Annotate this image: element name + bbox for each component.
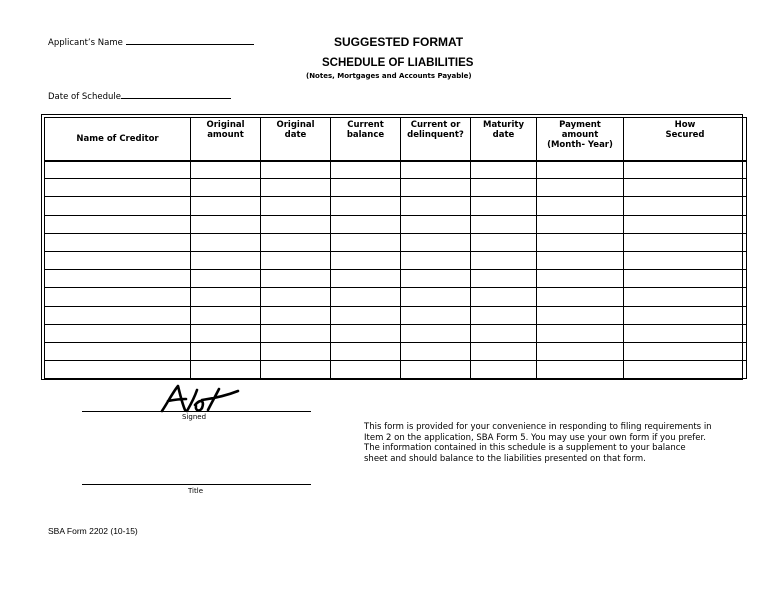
table-cell[interactable] <box>624 179 747 197</box>
title-label: Title <box>188 487 204 495</box>
table-cell[interactable] <box>401 342 471 360</box>
table-cell[interactable] <box>624 270 747 288</box>
table-cell[interactable] <box>191 270 261 288</box>
table-row <box>45 306 747 324</box>
instruction-note-line: Item 2 on the application, SBA Form 5. You may use your own form if you prefer. <box>364 432 706 443</box>
table-cell[interactable] <box>471 179 537 197</box>
table-cell[interactable] <box>537 215 624 233</box>
table-cell[interactable] <box>191 251 261 269</box>
table-cell[interactable] <box>624 161 747 179</box>
column-header-line: Name of Creditor <box>76 133 159 144</box>
column-header <box>191 118 261 161</box>
column-header-line: Maturity <box>482 120 525 130</box>
table-cell[interactable] <box>624 215 747 233</box>
table-cell[interactable] <box>537 361 624 379</box>
table-cell[interactable] <box>471 324 537 342</box>
table-cell[interactable] <box>471 361 537 379</box>
column-header-line: delinquent? <box>407 130 464 140</box>
table-cell[interactable] <box>401 179 471 197</box>
applicant-name-field <box>48 38 254 48</box>
instruction-note-line: This form is provided for your convenience in responding to filing requirements in <box>364 422 712 432</box>
column-header <box>45 118 191 161</box>
column-header-line: amount <box>207 130 244 140</box>
column-header-line: Current <box>347 120 384 130</box>
column-header <box>401 118 471 161</box>
form-subnote: (Notes, Mortgages and Accounts Payable) <box>306 72 472 80</box>
table-cell[interactable] <box>191 233 261 251</box>
column-header-line: Original <box>276 120 315 130</box>
table-cell[interactable] <box>191 288 261 306</box>
table-cell[interactable] <box>261 215 331 233</box>
table-row <box>45 215 747 233</box>
table-cell[interactable] <box>471 251 537 269</box>
instruction-note <box>364 422 732 464</box>
table-cell[interactable] <box>401 233 471 251</box>
table-cell[interactable] <box>191 324 261 342</box>
table-cell[interactable] <box>401 306 471 324</box>
table-cell[interactable] <box>624 197 747 215</box>
table-cell[interactable] <box>471 161 537 179</box>
table-cell[interactable] <box>471 288 537 306</box>
date-of-schedule-field <box>48 92 231 102</box>
table-cell[interactable] <box>537 179 624 197</box>
table-cell[interactable] <box>471 215 537 233</box>
table-cell[interactable] <box>191 215 261 233</box>
table-cell[interactable] <box>624 251 747 269</box>
column-header-line: Current or <box>410 120 461 130</box>
table-cell[interactable] <box>261 179 331 197</box>
table-cell[interactable] <box>537 233 624 251</box>
table-cell[interactable] <box>45 215 191 233</box>
table-cell[interactable] <box>45 270 191 288</box>
instruction-note-line: The information contained in this schedule is a supplement to your balance <box>364 443 686 453</box>
table-cell[interactable] <box>45 197 191 215</box>
table-cell[interactable] <box>624 324 747 342</box>
table-cell[interactable] <box>45 161 191 179</box>
table-cell[interactable] <box>401 270 471 288</box>
table-cell[interactable] <box>401 324 471 342</box>
column-header-line: date <box>284 130 307 140</box>
table-row <box>45 342 747 360</box>
date-of-schedule-label: Date of Schedule <box>48 92 121 102</box>
table-cell[interactable] <box>191 197 261 215</box>
table-cell[interactable] <box>331 270 401 288</box>
table-cell[interactable] <box>331 288 401 306</box>
table-cell[interactable] <box>624 233 747 251</box>
table-cell[interactable] <box>537 251 624 269</box>
table-cell[interactable] <box>331 324 401 342</box>
table-header-row <box>45 118 747 161</box>
table-cell[interactable] <box>191 179 261 197</box>
form-title: SUGGESTED FORMAT <box>334 35 464 49</box>
table-cell[interactable] <box>471 306 537 324</box>
table-cell[interactable] <box>45 361 191 379</box>
column-header-line: Original <box>206 120 245 130</box>
table-row <box>45 251 747 269</box>
instruction-note-line: sheet and should balance to the liabilities presented on that form. <box>364 453 646 464</box>
table-cell[interactable] <box>261 270 331 288</box>
table-cell[interactable] <box>537 306 624 324</box>
table-row <box>45 270 747 288</box>
table-cell[interactable] <box>401 251 471 269</box>
table-cell[interactable] <box>45 233 191 251</box>
table-cell[interactable] <box>331 251 401 269</box>
table-cell[interactable] <box>45 306 191 324</box>
form-subtitle: SCHEDULE OF LIABILITIES <box>322 57 474 69</box>
table-cell[interactable] <box>45 288 191 306</box>
table-cell[interactable] <box>401 361 471 379</box>
table-cell[interactable] <box>261 233 331 251</box>
column-header-line: date <box>492 130 515 140</box>
table-cell[interactable] <box>471 197 537 215</box>
table-cell[interactable] <box>471 342 537 360</box>
table-cell[interactable] <box>261 342 331 360</box>
table-cell[interactable] <box>624 342 747 360</box>
table-cell[interactable] <box>261 161 331 179</box>
column-header <box>261 118 331 161</box>
table-cell[interactable] <box>261 288 331 306</box>
table-cell[interactable] <box>261 251 331 269</box>
column-header <box>331 118 401 161</box>
column-header <box>624 118 747 161</box>
column-header-line: (Month- Year) <box>547 140 613 150</box>
column-header <box>471 118 537 161</box>
table-row <box>45 197 747 215</box>
table-cell[interactable] <box>331 233 401 251</box>
title-line[interactable] <box>82 484 311 485</box>
table-row <box>45 233 747 251</box>
table-cell[interactable] <box>191 161 261 179</box>
table-row <box>45 288 747 306</box>
table-cell[interactable] <box>45 179 191 197</box>
column-header <box>537 118 624 161</box>
table-cell[interactable] <box>401 288 471 306</box>
applicant-name-label: Applicant’s Name <box>48 38 123 48</box>
table-cell[interactable] <box>261 324 331 342</box>
table-cell[interactable] <box>261 361 331 379</box>
table-cell[interactable] <box>537 270 624 288</box>
table-cell[interactable] <box>331 361 401 379</box>
table-cell[interactable] <box>624 288 747 306</box>
table-row <box>45 324 747 342</box>
table-cell[interactable] <box>331 161 401 179</box>
table-body <box>45 161 747 379</box>
applicant-name-line[interactable] <box>126 44 254 45</box>
table-cell[interactable] <box>191 361 261 379</box>
table-cell[interactable] <box>537 161 624 179</box>
table-cell[interactable] <box>401 215 471 233</box>
signed-label: Signed <box>182 413 207 421</box>
form-number: SBA Form 2202 (10-15) <box>48 526 138 536</box>
table-cell[interactable] <box>191 306 261 324</box>
table-row <box>45 361 747 379</box>
column-header-line: amount <box>561 130 599 140</box>
table-cell[interactable] <box>261 197 331 215</box>
table-cell[interactable] <box>537 324 624 342</box>
table-cell[interactable] <box>331 342 401 360</box>
table-row <box>45 179 747 197</box>
table-cell[interactable] <box>45 342 191 360</box>
table-cell[interactable] <box>471 270 537 288</box>
column-header-line: Payment <box>559 120 601 130</box>
table-cell[interactable] <box>624 306 747 324</box>
table-cell[interactable] <box>471 233 537 251</box>
table-cell[interactable] <box>624 361 747 379</box>
table-cell[interactable] <box>401 161 471 179</box>
table-row <box>45 161 747 179</box>
table-cell[interactable] <box>331 306 401 324</box>
table-cell[interactable] <box>401 197 471 215</box>
date-of-schedule-line[interactable] <box>121 98 231 99</box>
table-cell[interactable] <box>261 306 331 324</box>
table-cell[interactable] <box>45 324 191 342</box>
signature-line[interactable] <box>82 411 311 412</box>
table-cell[interactable] <box>331 179 401 197</box>
column-header-line: balance <box>346 130 385 140</box>
table-cell[interactable] <box>45 251 191 269</box>
table-cell[interactable] <box>537 197 624 215</box>
table-cell[interactable] <box>331 215 401 233</box>
table-cell[interactable] <box>331 197 401 215</box>
table-cell[interactable] <box>537 342 624 360</box>
table-cell[interactable] <box>537 288 624 306</box>
column-header-line: Secured <box>665 130 705 140</box>
table-cell[interactable] <box>191 342 261 360</box>
column-header-line: How <box>674 120 696 130</box>
liabilities-table <box>41 114 743 380</box>
